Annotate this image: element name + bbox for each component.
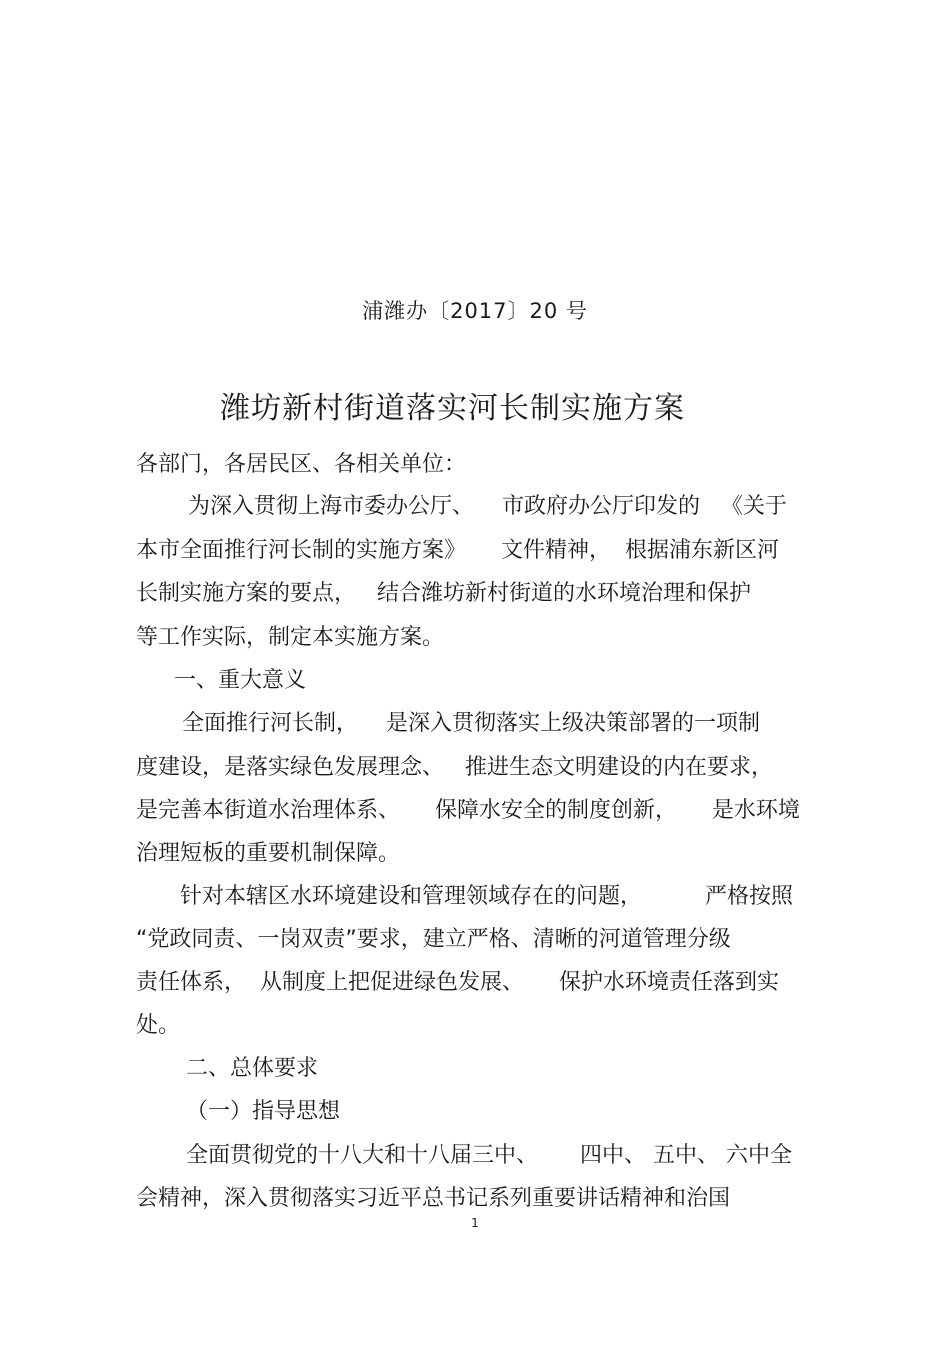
body-line: 为深入贯彻上海市委办公厅、 市政府办公厅印发的 《关于 <box>188 494 787 519</box>
salutation-line: 各部门，各居民区、各相关单位： <box>136 452 467 477</box>
body-line: 针对本辖区水环境建设和管理领域存在的问题， 严格按照 <box>180 884 793 909</box>
section-heading: 二、总体要求 <box>186 1056 319 1081</box>
section-heading: 一、重大意义 <box>174 668 307 693</box>
subsection-heading: （一）指导思想 <box>186 1099 341 1124</box>
body-line: 全面贯彻党的十八大和十八届三中、 四中、 五中、 六中全 <box>186 1143 792 1168</box>
document-title: 潍坊新村街道落实河长制实施方案 <box>220 391 685 426</box>
body-line: “党政同责、一岗双责”要求，建立严格、清晰的河道管理分级 <box>136 927 731 952</box>
body-line: 是完善本街道水治理体系、 保障水安全的制度创新， 是水环境 <box>136 798 800 823</box>
body-line: 处。 <box>136 1013 181 1038</box>
document-number: 浦潍办〔2017〕20 号 <box>362 299 588 323</box>
body-line: 全面推行河长制， 是深入贯彻落实上级决策部署的一项制 <box>182 711 760 736</box>
body-line: 治理短板的重要机制保障。 <box>136 841 401 866</box>
body-line: 长制实施方案的要点， 结合潍坊新村街道的水环境治理和保护 <box>136 581 751 606</box>
page-number: 1 <box>471 1216 479 1230</box>
body-line: 本市全面推行河长制的实施方案》 文件精神， 根据浦东新区河 <box>136 538 779 563</box>
body-line: 责任体系， 从制度上把促进绿色发展、 保护水环境责任落到实 <box>136 970 779 995</box>
body-line: 度建设，是落实绿色发展理念、 推进生态文明建设的内在要求， <box>136 755 773 780</box>
body-line: 会精神，深入贯彻落实习近平总书记系列重要讲话精神和治国 <box>136 1186 731 1211</box>
body-line: 等工作实际，制定本实施方案。 <box>136 625 445 650</box>
